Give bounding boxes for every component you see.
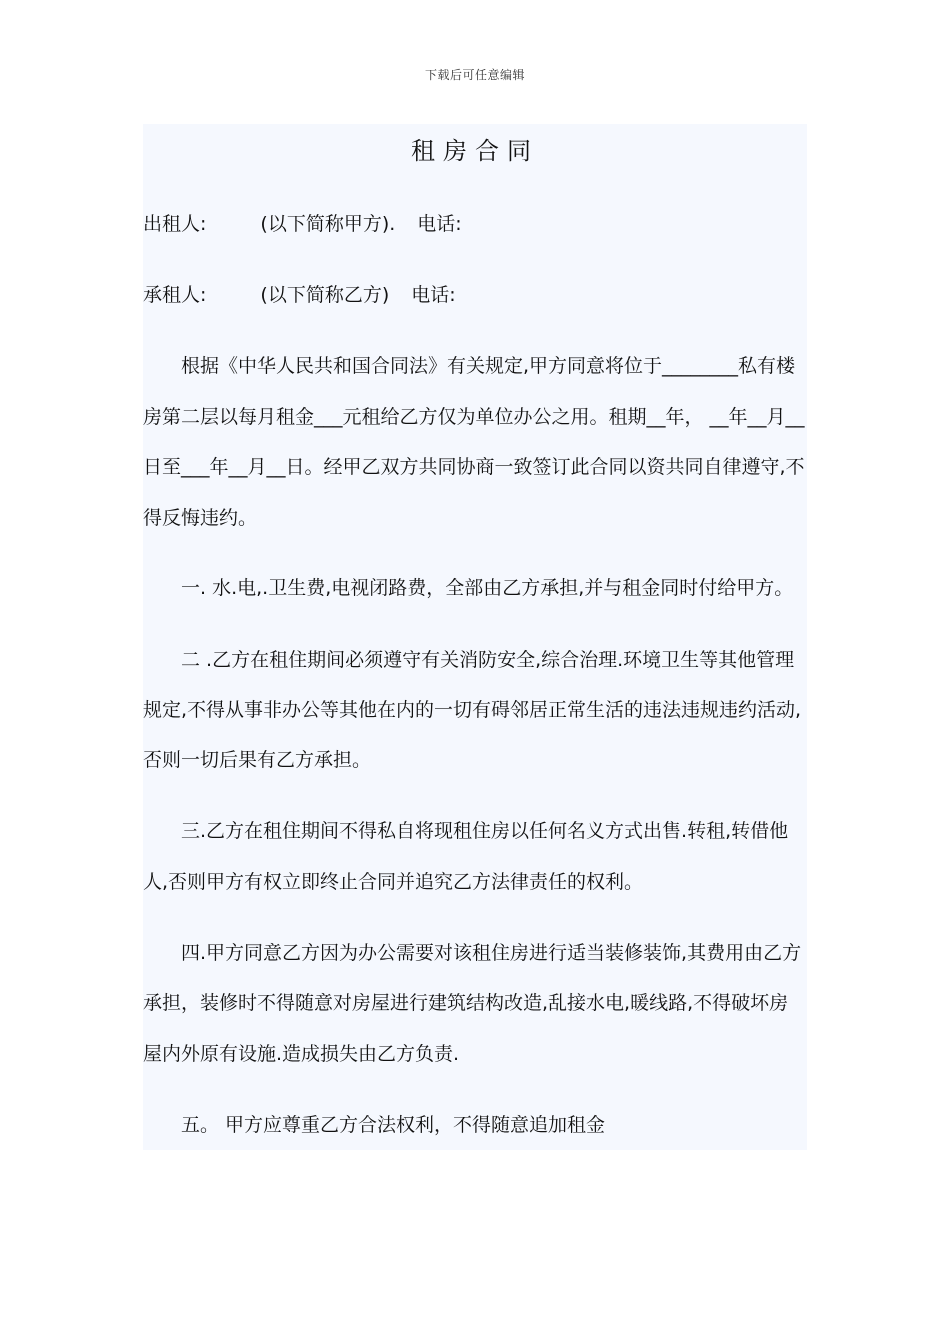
intro-line: 得反悔违约。 xyxy=(143,507,258,529)
contract-title: 租房合同 xyxy=(411,137,539,165)
clause-4-line: 四.甲方同意乙方因为办公需要对该租住房进行适当装修装饰,其费用由乙方 xyxy=(181,942,802,964)
lessee-line xyxy=(143,281,807,309)
clause-2-line: 二 .乙方在租住期间必须遵守有关消防安全,综合治理.环境卫生等其他管理 xyxy=(181,649,795,671)
lessor-phone-label: 电话: xyxy=(417,213,462,235)
lessor-label: 出租人: xyxy=(143,213,207,235)
lessee-label: 承租人: xyxy=(143,284,207,306)
clause-3-line: 三.乙方在租住期间不得私自将现租住房以任何名义方式出售.转租,转借他 xyxy=(181,820,789,842)
contract-document xyxy=(143,124,807,1150)
lessee-alias: (以下简称乙方) xyxy=(260,284,390,306)
clause-2-line: 否则一切后果有乙方承担。 xyxy=(143,749,372,771)
clause-3-line: 人,否则甲方有权立即终止合同并追究乙方法律责任的权利。 xyxy=(143,871,644,893)
clause-1-line: 一. 水.电,.卫生费,电视闭路费，全部由乙方承担,并与租金同时付给甲方。 xyxy=(181,577,794,599)
intro-line: 日至___年__月__日。经甲乙双方共同协商一致签订此合同以资共同自律遵守,不 xyxy=(143,456,805,478)
intro-line: 根据《中华人民共和国合同法》有关规定,甲方同意将位于________私有楼 xyxy=(181,355,796,377)
lessor-line xyxy=(143,210,807,238)
clause-4-line: 屋内外原有设施.造成损失由乙方负责. xyxy=(143,1043,460,1065)
clause-4-line: 承担，装修时不得随意对房屋进行建筑结构改造,乱接水电,暖线路,不得破坏房 xyxy=(143,992,789,1014)
intro-line: 房第二层以每月租金___元租给乙方仅为单位办公之用。租期__年， __年__月__ xyxy=(143,406,805,428)
lessee-phone-label: 电话: xyxy=(411,284,456,306)
page-header: 下载后可任意编辑 xyxy=(424,68,525,82)
clause-5-line: 五。 甲方应尊重乙方合法权利，不得随意追加租金 xyxy=(181,1114,606,1136)
clause-2-line: 规定,不得从事非办公等其他在内的一切有碍邻居正常生活的违法违规违约活动, xyxy=(143,699,802,721)
lessor-alias: (以下简称甲方). xyxy=(260,213,396,235)
